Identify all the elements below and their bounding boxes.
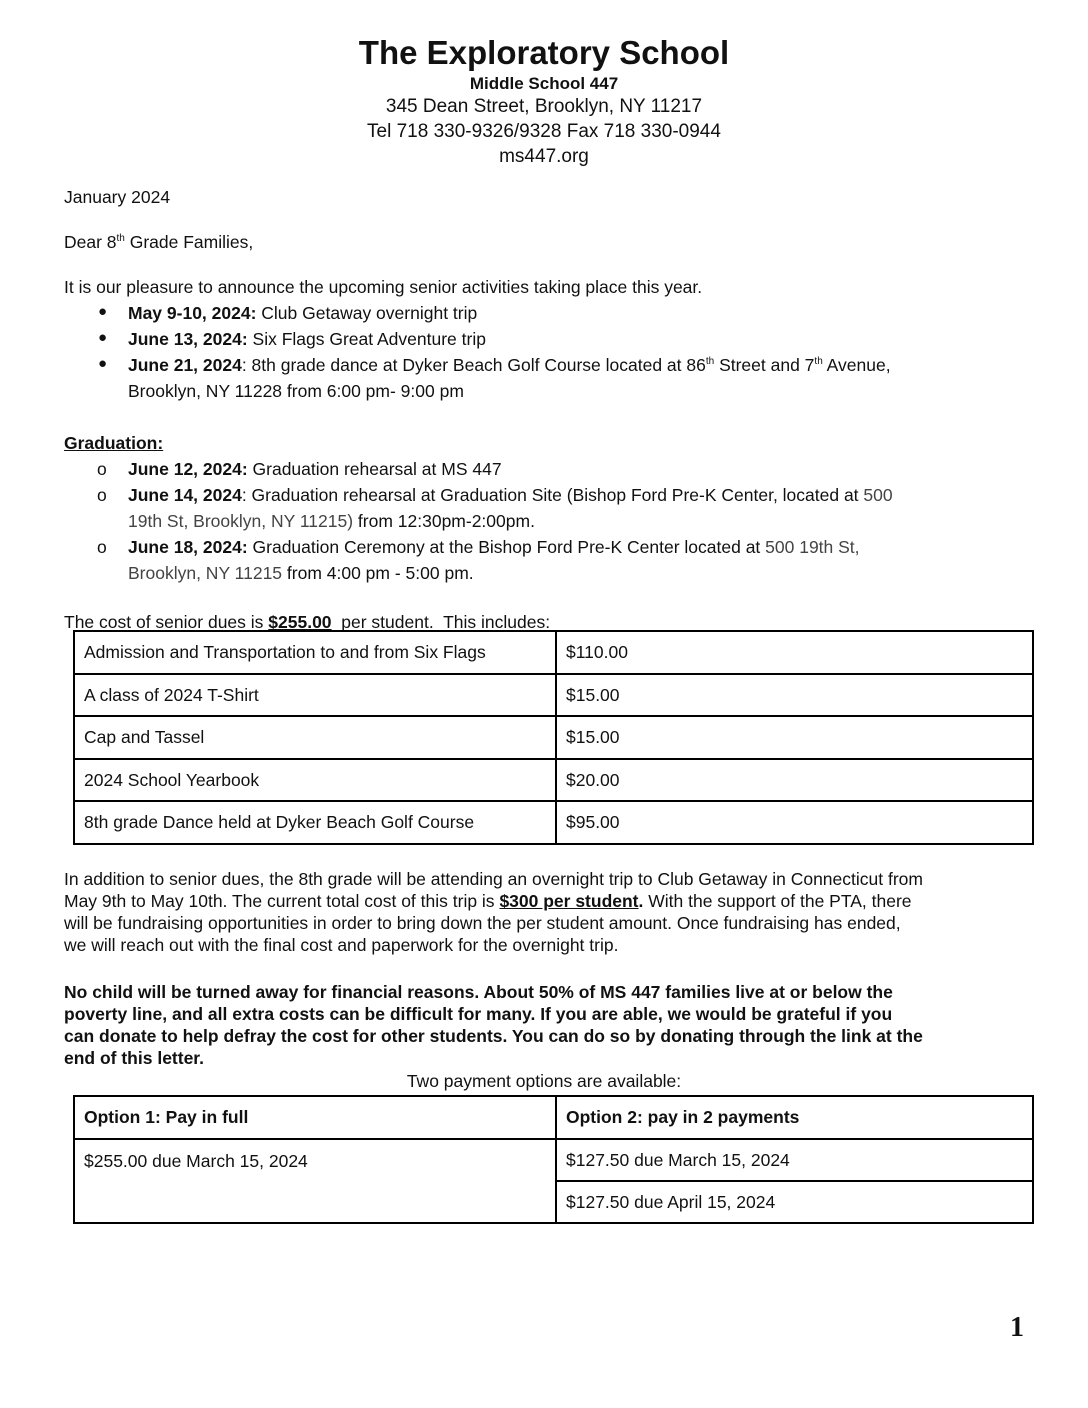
overnight-line: In addition to senior dues, the 8th grade will be attending an overnight trip to Club Getaway in Connecticut from <box>64 869 923 889</box>
option1-due: $255.00 due March 15, 2024 <box>74 1139 556 1223</box>
graduation-heading: Graduation: <box>64 433 164 453</box>
payment-intro: Two payment options are available: <box>406 1071 682 1091</box>
graduation-text: Graduation rehearsal at MS 447 <box>247 459 502 479</box>
table-row <box>74 716 1033 759</box>
letter-intro: It is our pleasure to announce the upcoming senior activities taking place this year. <box>64 277 703 297</box>
letter-greeting <box>64 231 253 253</box>
dues-cost: $15.00 <box>556 674 1033 716</box>
payment-table <box>73 1095 1034 1224</box>
bullet-circle: o <box>97 485 107 505</box>
event-sup: th <box>705 356 715 368</box>
graduation-item <box>128 536 860 558</box>
option2-header: Option 2: pay in 2 payments <box>556 1096 1033 1139</box>
event-text: Street and 7 <box>714 355 815 375</box>
event-date: June 13, 2024: <box>128 329 248 349</box>
event-date: May 9-10, 2024: <box>128 303 257 323</box>
dues-amount: $255.00 <box>268 612 332 632</box>
event-item <box>128 354 891 376</box>
dues-text-end: per student. This includes: <box>331 612 551 632</box>
overnight-text: May 9th to May 10th. The current total cost of this trip is <box>64 891 500 911</box>
graduation-location: 500 19th St, <box>765 537 860 557</box>
notice-line: can donate to help defray the cost for other students. You can do so by donating through the link at the <box>64 1026 923 1046</box>
table-row <box>74 674 1033 716</box>
event-item <box>128 302 477 324</box>
graduation-item-continued <box>128 562 474 584</box>
bullet-circle: o <box>97 459 107 479</box>
dues-cost: $20.00 <box>556 759 1033 801</box>
dues-item: A class of 2024 T-Shirt <box>74 674 556 716</box>
overnight-text: With the support of the PTA, there <box>643 891 912 911</box>
graduation-location: 500 <box>863 485 893 505</box>
event-text-continued: Brooklyn, NY 11228 from 6:00 pm- 9:00 pm <box>128 381 464 401</box>
graduation-date: June 12, 2024: <box>128 459 248 479</box>
event-date: June 21, 2024 <box>128 355 242 375</box>
bullet-dot: ● <box>98 355 108 372</box>
graduation-text: : Graduation rehearsal at Graduation Site (Bishop Ford Pre-K Center, located at <box>241 485 864 505</box>
graduation-item <box>128 458 502 480</box>
event-text: Club Getaway overnight trip <box>256 303 478 323</box>
dues-item: Admission and Transportation to and from Six Flags <box>74 631 556 674</box>
overnight-line: will be fundraising opportunities in order to bring down the per student amount. Once fundraising has ended, <box>64 913 901 933</box>
dues-item: Cap and Tassel <box>74 716 556 759</box>
table-row <box>74 631 1033 674</box>
table-row <box>74 759 1033 801</box>
notice-line: end of this letter. <box>64 1048 205 1068</box>
graduation-location: 19th St, Brooklyn, NY 11215) <box>128 511 354 531</box>
dues-cost: $15.00 <box>556 716 1033 759</box>
table-row <box>74 801 1033 844</box>
graduation-date: June 18, 2024: <box>128 537 248 557</box>
overnight-line <box>64 890 912 912</box>
bullet-circle: o <box>97 537 107 557</box>
option2-due-second: $127.50 due April 15, 2024 <box>556 1181 1033 1223</box>
school-website: ms447.org <box>499 146 589 167</box>
bullet-dot: ● <box>98 329 108 346</box>
notice-line: No child will be turned away for financial reasons. About 50% of MS 447 families live at or below the <box>64 982 893 1002</box>
greeting-text: Dear 8 <box>64 232 117 252</box>
notice-line: poverty line, and all extra costs can be difficult for many. If you are able, we would be grateful if you <box>64 1004 893 1024</box>
graduation-location: Brooklyn, NY 11215 <box>128 563 283 583</box>
dues-cost: $110.00 <box>556 631 1033 674</box>
table-row <box>74 1096 1033 1139</box>
event-text: : 8th grade dance at Dyker Beach Golf Course located at 86 <box>241 355 706 375</box>
overnight-line: we will reach out with the final cost and paperwork for the overnight trip. <box>64 935 619 955</box>
option1-header: Option 1: Pay in full <box>74 1096 556 1139</box>
event-item <box>128 328 486 350</box>
greeting-sup: th <box>116 233 125 245</box>
page-number: 1 <box>1010 1312 1024 1343</box>
letter-date: January 2024 <box>64 187 171 207</box>
dues-text: The cost of senior dues is <box>64 612 269 632</box>
bullet-dot: ● <box>98 303 108 320</box>
option2-due-first: $127.50 due March 15, 2024 <box>556 1139 1033 1181</box>
graduation-item-continued <box>128 510 535 532</box>
school-address: 345 Dean Street, Brooklyn, NY 11217 <box>385 96 703 117</box>
dues-item: 8th grade Dance held at Dyker Beach Golf Course <box>74 801 556 844</box>
dues-table <box>73 630 1034 845</box>
event-text: Six Flags Great Adventure trip <box>247 329 486 349</box>
graduation-date: June 14, 2024 <box>128 485 242 505</box>
school-name: The Exploratory School <box>358 34 730 71</box>
dues-item: 2024 School Yearbook <box>74 759 556 801</box>
event-text: Avenue, <box>822 355 891 375</box>
school-subtitle: Middle School 447 <box>469 74 619 93</box>
graduation-text: from 12:30pm-2:00pm. <box>353 511 535 531</box>
school-phone-fax: Tel 718 330-9326/9328 Fax 718 330-0944 <box>367 121 721 142</box>
event-sup: th <box>814 356 823 368</box>
graduation-item <box>128 484 893 506</box>
overnight-cost: $300 per student <box>499 891 639 911</box>
dues-cost: $95.00 <box>556 801 1033 844</box>
greeting-text-end: Grade Families, <box>124 232 254 252</box>
overnight-text-period: . <box>638 891 644 911</box>
graduation-text: Graduation Ceremony at the Bishop Ford Pre-K Center located at <box>247 537 766 557</box>
graduation-text: from 4:00 pm - 5:00 pm. <box>282 563 474 583</box>
table-row <box>74 1139 1033 1181</box>
